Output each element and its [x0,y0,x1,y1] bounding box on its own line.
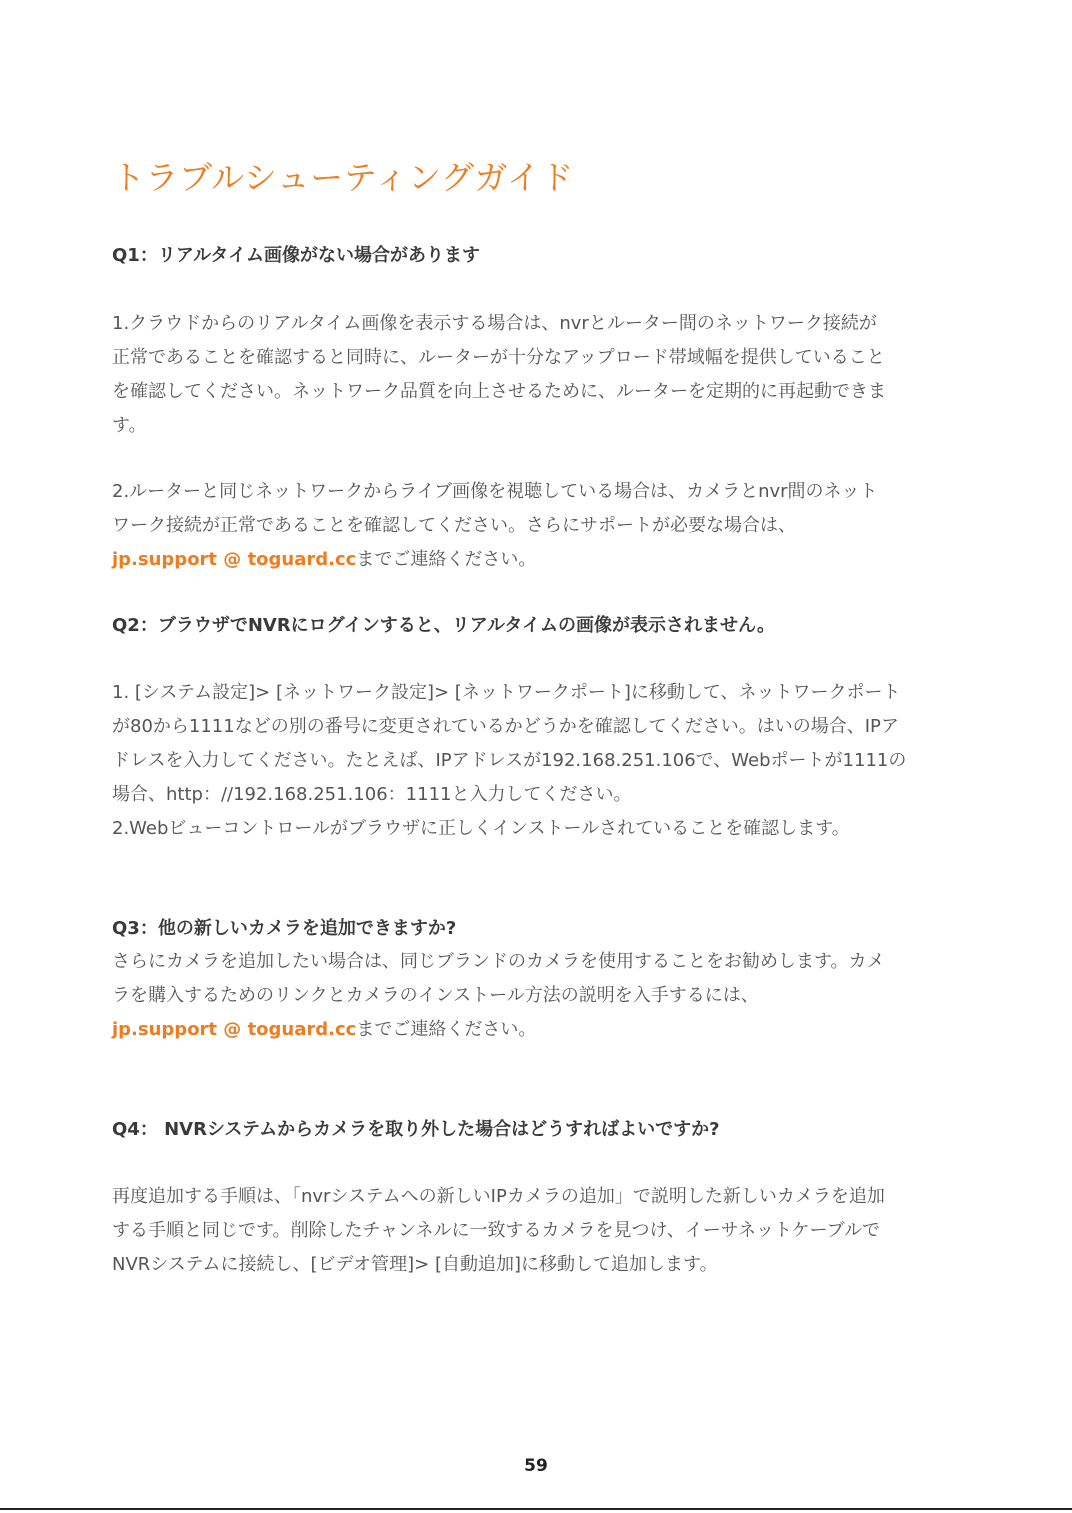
q4-heading: Q4： NVRシステムからカメラを取り外した場合はどうすればよいですか? [112,1119,720,1140]
page-number: 59 [524,1456,548,1476]
q3-contact-line [112,1013,992,1047]
q1-p2-line: ワーク接続が正常であることを確認してください。さらにサポートが必要な場合は、 [112,515,796,536]
q3-heading: Q3：他の新しいカメラを追加できますか? [112,918,457,939]
support-email-link[interactable]: jp.support @ toguard.cc [112,1019,357,1040]
q1-p1-line: 正常であることを確認すると同時に、ルーターが十分なアップロード帯域幅を提供していること [112,347,885,368]
q2-heading: Q2：ブラウザでNVRにログインすると、リアルタイムの画像が表示されません。 [112,615,776,636]
q1-heading: Q1：リアルタイム画像がない場合があります [112,245,481,266]
page-title: トラブルシューティングガイド [112,158,574,197]
q3-line: さらにカメラを追加したい場合は、同じブランドのカメラを使用することをお勧めします。カメ [112,951,885,972]
q1-p1-line: 1.クラウドからのリアルタイム画像を表示する場合は、nvrとルーター間のネットワーク接続が [112,313,877,334]
q2-line: ドレスを入力してください。たとえば、IPアドレスが192.168.251.106で、Webポートが1111の [112,750,907,771]
q4-line: 再度追加する手順は、「nvrシステムへの新しいIPカメラの追加」で説明した新しいカメラを追加 [112,1186,885,1207]
q1-p1-line: す。 [112,415,147,436]
q3-line: ラを購入するためのリンクとカメラのインストール方法の説明を入手するには、 [112,985,759,1006]
q1-p2-line: 2.ルーターと同じネットワークからライブ画像を視聴している場合は、カメラとnvr間のネット [112,481,878,502]
q1-p1-line: を確認してください。ネットワーク品質を向上させるために、ルーターを定期的に再起動できま [112,381,886,402]
q2-line: 2.Webビューコントロールがブラウザに正しくインストールされていることを確認します。 [112,818,850,839]
contact-suffix: までご連絡ください。 [356,1019,537,1040]
bottom-rule [0,1508,1072,1510]
q4-line: NVRシステムに接続し、[ビデオ管理]> [自動追加]に移動して追加します。 [112,1254,718,1275]
support-email-link[interactable]: jp.support @ toguard.cc [112,549,357,570]
q4-paragraph [112,1180,992,1282]
q2-line: が80から1111などの別の番号に変更されているかどうかを確認してください。はいの場合、IPア [112,716,899,737]
q1-paragraph-2 [112,475,992,577]
q1-contact-line [112,543,992,577]
q4-line: する手順と同じです。削除したチャンネルに一致するカメラを見つけ、イーサネットケーブルで [112,1220,881,1241]
contact-suffix: までご連絡ください。 [356,549,537,570]
q1-paragraph-1 [112,307,992,443]
q3-paragraph [112,945,992,1047]
q2-paragraph [112,676,992,846]
q2-line: 1. [システム設定]> [ネットワーク設定]> [ネットワークポート]に移動して、ネットワークポート [112,682,901,703]
q2-line: 場合、http：//192.168.251.106：1111と入力してください。 [112,784,632,805]
